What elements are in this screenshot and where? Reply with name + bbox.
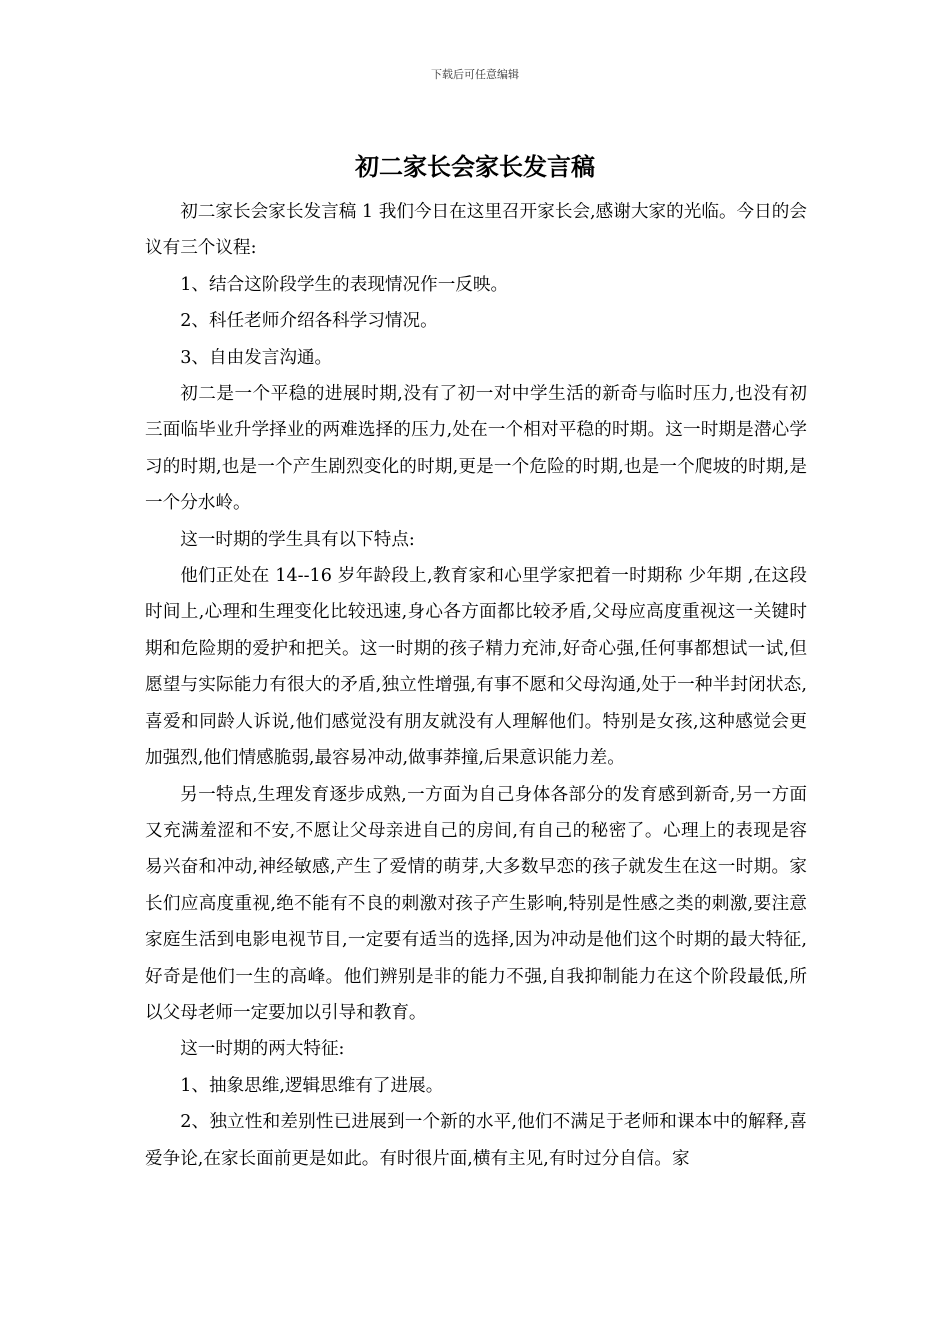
document-title: 初二家长会家长发言稿	[355, 152, 595, 181]
paragraph: 他们正处在 14--16 岁年龄段上,教育家和心里学家把着一时期称 少年期 ,在这段时间上,心理和生理变化比较迅速,身心各方面都比较矛盾,父母应高度重视这一关键时期和危险期的爱护和把关。这一时期的孩子精力充沛,好奇心强,任何事都想试一试,但愿望与实际能力有很大的矛盾,独立性增强,有事不愿和父母沟通,处于一种半封闭状态,喜爱和同龄人诉说,他们感觉没有朋友就没有人理解他们。特别是女孩,这种感觉会更加强烈,他们情感脆弱,最容易冲动,做事莽撞,后果意识能力差。	[145, 566, 807, 769]
document-body	[145, 194, 807, 1177]
paragraph: 这一时期的学生具有以下特点:	[180, 529, 415, 550]
paragraph: 另一特点,生理发育逐步成熟,一方面为自己身体各部分的发育感到新奇,另一方面又充满羞涩和不安,不愿让父母亲进自己的房间,有自己的秘密了。心理上的表现是容易兴奋和冲动,神经敏感,产生了爱情的萌芽,大多数早恋的孩子就发生在这一时期。家长们应高度重视,绝不能有不良的刺激对孩子产生影响,特别是性感之类的刺激,要注意家庭生活到电影电视节目,一定要有适当的选择,因为冲动是他们这个时期的最大特征,好奇是他们一生的高峰。他们辨别是非的能力不强,自我抑制能力在这个阶段最低,所以父母老师一定要加以引导和教育。	[145, 784, 807, 1023]
paragraph: 初二家长会家长发言稿 1 我们今日在这里召开家长会,感谢大家的光临。今日的会议有三个议程:	[145, 202, 807, 259]
paragraph: 这一时期的两大特征:	[180, 1039, 345, 1060]
header-note: 下载后可任意编辑	[431, 68, 519, 81]
paragraph: 1、结合这阶段学生的表现情况作一反映。	[180, 274, 509, 295]
paragraph: 2、科任老师介绍各科学习情况。	[180, 311, 438, 332]
paragraph: 2、独立性和差别性已进展到一个新的水平,他们不满足于老师和课本中的解释,喜爱争论,在家长面前更是如此。有时很片面,横有主见,有时过分自信。家	[145, 1112, 807, 1169]
paragraph: 3、自由发言沟通。	[180, 347, 333, 368]
paragraph: 1、抽象思维,逻辑思维有了进展。	[180, 1075, 444, 1096]
paragraph: 初二是一个平稳的进展时期,没有了初一对中学生活的新奇与临时压力,也没有初三面临毕业升学择业的两难选择的压力,处在一个相对平稳的时期。这一时期是潜心学习的时期,也是一个产生剧烈变化的时期,更是一个危险的时期,也是一个爬坡的时期,是一个分水岭。	[145, 384, 807, 514]
